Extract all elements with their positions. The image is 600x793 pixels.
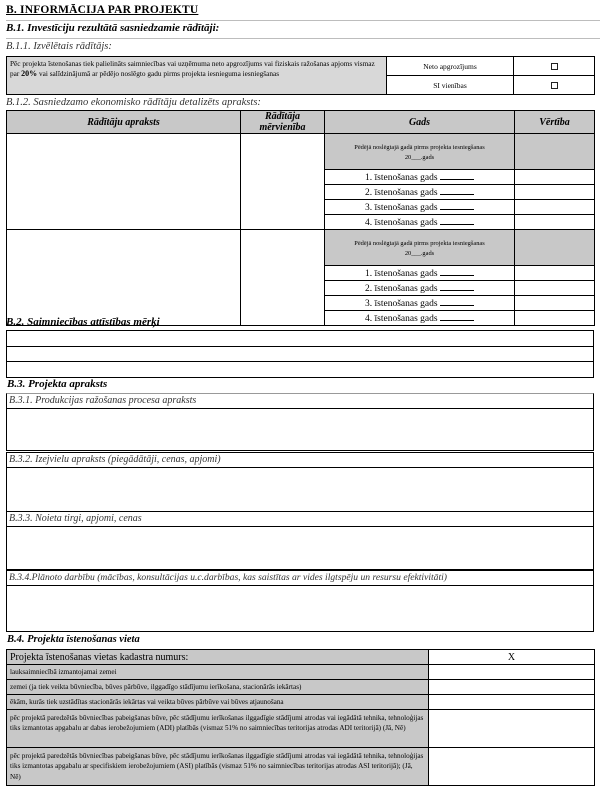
col-header-year: Gads: [325, 111, 515, 134]
base-year-value-input[interactable]: [515, 230, 595, 266]
divider: [6, 38, 600, 39]
b33-input[interactable]: [7, 527, 593, 569]
location-row-label: lauksaimniecībā izmantojamai zemei: [7, 665, 429, 680]
b34-section: [6, 570, 594, 632]
location-row-value[interactable]: [429, 665, 595, 680]
net-turnover-checkbox[interactable]: [551, 63, 558, 70]
year-value-input[interactable]: [515, 215, 595, 230]
b12-indicators-table: [6, 110, 595, 326]
option-label-net-turnover: Neto apgrozījums: [387, 57, 514, 76]
year-row-label: 3. īstenošanas gads: [325, 200, 515, 215]
year-row-label: 1. īstenošanas gads: [325, 170, 515, 185]
year-value-input[interactable]: [515, 170, 595, 185]
indicator-description: Pēc projekta īstenošanas tiek palielināts saimniecības vai uzņēmuma neto apgrozījums vai fiziskais ražošanas apjoms vismaz par 20% vai salīdzinājumā ar pēdējo noslēgto gadu pirms projekta iesnieguma iesniegšanas: [7, 57, 387, 95]
b34-title: B.3.4.Plānoto darbību (mācības, konsultācijas u.c.darbības, kas saistītas ar vides ilgtspēju un resursu efektivitāti): [7, 571, 593, 586]
year-row-label: 2. īstenošanas gads: [325, 185, 515, 200]
b33-title: B.3.3. Noieta tirgi, apjomi, cenas: [7, 512, 593, 527]
asi-row-label: pēc projektā paredzētās būvniecības pabeigšanas būve, pēc stādījumu ierīkošanas ilggadīgie stādījumi atrodas vai iegādātā tehnika, tehnoloģijas tiks izmantotas apgabalu ar specifiskiem ierobežojumiem (ASI) platībās (vismaz 51% no saimniecības teritorijas atrodas ASI teritorijā); (Jā, Nē): [7, 748, 429, 786]
year-row-label: 4. īstenošanas gads: [325, 215, 515, 230]
adi-row-label: pēc projektā paredzētās būvniecības pabeigšanas būve, pēc stādījumu ierīkošanas ilggadīgie stādījumi atrodas vai iegādātā tehnika, tehnoloģijas tiks izmantotas apgabalu ar dabas ierobežojumiem (ADI) platībās (vismaz 51% no saimniecības teritorijas atrodas ADI teritorijā) (Jā, Nē): [7, 710, 429, 748]
b32-title: B.3.2. Izejvielu apraksts (piegādātāji, cenas, apjomi): [7, 453, 593, 468]
b2-title: B.2. Saimniecības attīstības mērķi: [6, 316, 160, 328]
location-row-label: zemei (ja tiek veikta būvniecība, būves pārbūve, ilggadīgo stādījumu ierīkošana, stacionārās iekārtas): [7, 680, 429, 695]
adi-row-value[interactable]: [429, 710, 595, 748]
b2-goals-table: [6, 330, 594, 378]
divider: [6, 20, 600, 21]
col-header-unit: Rādītāja mērvienība: [241, 111, 325, 134]
b1-title: B.1. Investīciju rezultātā sasniedzamie rādītāji:: [6, 22, 220, 34]
cadastre-value[interactable]: X: [429, 650, 595, 665]
base-year-value-input[interactable]: [515, 134, 595, 170]
b31-input[interactable]: [7, 409, 593, 450]
col-header-description: Rādītāju apraksts: [7, 111, 241, 134]
b32-section: [6, 452, 594, 512]
year-value-input[interactable]: [515, 311, 595, 326]
year-value-input[interactable]: [515, 281, 595, 296]
indicator-description-input[interactable]: [7, 134, 241, 230]
year-value-input[interactable]: [515, 185, 595, 200]
year-row-label: 4. īstenošanas gads: [325, 311, 515, 326]
location-row-label: ēkām, kurās tiek uzstādītas stacionārās iekārtas vai veikta būves pārbūve vai būves atjaunošana: [7, 695, 429, 710]
year-row-label: 1. īstenošanas gads: [325, 266, 515, 281]
indicator-unit-input[interactable]: [241, 230, 325, 326]
section-b-title: B. INFORMĀCIJA PAR PROJEKTU: [6, 4, 199, 16]
cadastre-label: Projekta īstenošanas vietas kadastra numurs:: [7, 650, 429, 665]
b34-input[interactable]: [7, 586, 593, 631]
net-turnover-checkbox-cell[interactable]: [514, 57, 595, 76]
year-row-label: 3. īstenošanas gads: [325, 296, 515, 311]
b33-section: [6, 511, 594, 570]
base-year-cell: Pēdējā noslēgtajā gadā pirms projekta iesniegšanas 20___.gads: [325, 230, 515, 266]
b31-section: [6, 393, 594, 451]
goal-input[interactable]: [7, 346, 594, 362]
location-row-value[interactable]: [429, 680, 595, 695]
year-value-input[interactable]: [515, 266, 595, 281]
b32-input[interactable]: [7, 468, 593, 511]
b4-location-table: [6, 649, 595, 786]
base-year-cell: Pēdējā noslēgtajā gadā pirms projekta iesniegšanas 20___.gads: [325, 134, 515, 170]
si-units-checkbox-cell[interactable]: [514, 76, 595, 95]
b12-title: B.1.2. Sasniedzamo ekonomisko rādītāju detalizēts apraksts:: [6, 97, 261, 108]
b3-title: B.3. Projekta apraksts: [7, 378, 108, 390]
b11-indicator-table: [6, 56, 595, 95]
asi-row-value[interactable]: [429, 748, 595, 786]
col-header-value: Vērtība: [515, 111, 595, 134]
year-row-label: 2. īstenošanas gads: [325, 281, 515, 296]
year-value-input[interactable]: [515, 200, 595, 215]
location-row-value[interactable]: [429, 695, 595, 710]
b4-title: B.4. Projekta īstenošanas vieta: [7, 634, 140, 645]
b11-title: B.1.1. Izvēlētais rādītājs:: [6, 41, 112, 52]
si-units-checkbox[interactable]: [551, 82, 558, 89]
b31-title: B.3.1. Produkcijas ražošanas procesa apraksts: [7, 394, 593, 409]
year-value-input[interactable]: [515, 296, 595, 311]
indicator-unit-input[interactable]: [241, 134, 325, 230]
goal-input[interactable]: [7, 331, 594, 347]
goal-input[interactable]: [7, 362, 594, 378]
option-label-si-units: SI vienības: [387, 76, 514, 95]
indicator-description-input[interactable]: [7, 230, 241, 326]
